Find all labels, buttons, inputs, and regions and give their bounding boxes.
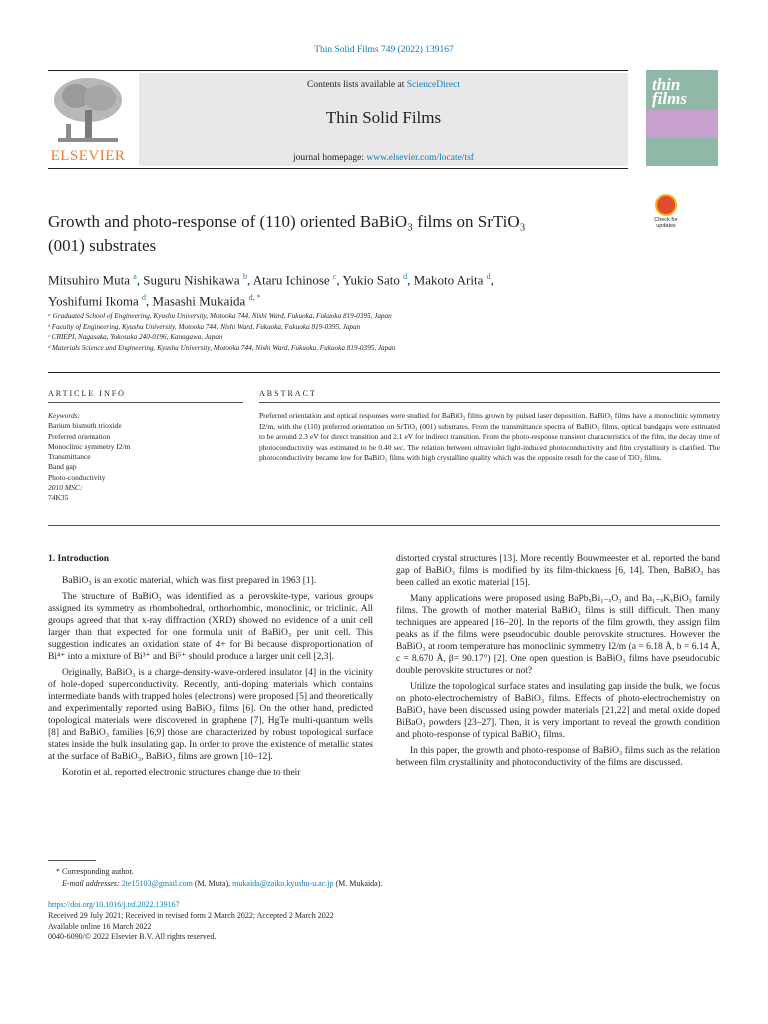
email-owner: (M. Muta), [192,878,233,888]
contents-prefix: Contents lists available at [306,80,407,90]
section-heading: 1. Introduction [48,554,110,564]
keywords-label: Keywords: [48,411,81,420]
title-line-1: Growth and photo-response of (110) oriented BaBiO₃ films on SrTiO₃ [48,212,526,231]
author-affiliation-mark[interactable]: d [486,272,491,281]
author-affiliation-mark[interactable]: a [133,272,137,281]
homepage-link[interactable]: www.elsevier.com/locate/tsf [366,153,474,163]
section-divider [48,525,720,526]
keyword: Band gap [48,462,77,472]
abstract-heading: ABSTRACT [259,389,317,398]
keyword: Monoclinic symmetry I2/m [48,441,131,451]
received-dates: Received 29 July 2021; Received in revised form 2 March 2022; Accepted 2 March 2022 [48,911,334,920]
author-affiliation-mark[interactable]: d, * [248,293,261,303]
body-paragraph: Originally, BaBiO₃ is a charge-density-wave-ordered insulator [4] in the vicinity of hole-doped superconductivity. Recently, anti-doping materials which contains intermediate bands with trapped holes (electrons) were proposed [5] and theoretically and experimentally reported using BaBiO₃ films [6]. On the other hand, predicted topological materials were discovered in graphene [7], HgTe multi-quantum wells [8] and BaBiO₃ families [6,9] those are characterized by robust topological surface states inside the bulk insulating gap. In order to prove the existence of metallic states at the surface of BaBiO₃, BaBiO₃ films are grown [10–12]. [48,667,373,763]
section-divider [48,372,720,373]
article-info-rule [48,402,243,403]
body-paragraph: The structure of BaBiO₃ was identified as a perovskite-type, various groups assigned its symmetry as rhombohedral, orthorhombic, monoclinic, or triclinic. All groups agreed that that x-ray diffraction (XRD) showed no evidence of a unit cell larger than that expected for one formula unit of BaBiO₃ per unit cell. This suggestion indicates an oxidation state of 4+ for Bi because disproportionation of Bi⁴⁺ into a mixture of Bi³⁺ and Bi⁵⁺ should produce a larger unit cell [2,3]. [48,591,373,663]
sciencedirect-link[interactable]: ScienceDirect [406,80,460,90]
affiliation-item: ᵃ Graduated School of Engineering, Kyushu University, Motooka 744, Nishi Ward, Fukuoka, Fukuoka 819-0395, Japan [48,312,392,320]
keyword: Photo-conductivity [48,472,106,482]
body-paragraph: Many applications were proposed using BaPbₓBi₁₋ₓO₃ and Ba₁₋ₓKₓBiO₃ family films. The growth of mother material BaBiO₃ films is still difficult. Then many techniques are appeared [16–20]. In the reports of the film growth, they assign film peaks as if the films were pseudocubic double perovskite structures. However the BaBiO₃ at room temperature has monoclinic symmetry I2/m (a = 6.18 Å, b = 6.14 Å, c = 8.670 Å, β= 90.17°) [2]. One open question is BaBiO₃ films have pseudocubic double perovskite structures or not? [396,593,720,677]
email-link[interactable]: mukaida@zaiko.kyushu-u.ac.jp [232,878,334,888]
header-rule-bottom [48,168,628,169]
author-affiliation-mark[interactable]: b [242,272,247,281]
body-paragraph: distorted crystal structures [13]. More recently Bouwmeester et al. reported the band gap of BaBiO₃ films is modified by its film-thickness [6, 14]. Then, BaBiO₃ has been called an exotic material [15]. [396,554,720,589]
msc-code: 74K35 [48,493,69,503]
author-name[interactable]: Ataru Ichinose [252,272,330,288]
article-title [48,210,628,258]
msc-label: 2010 MSC: [48,483,83,493]
check-for-updates-badge[interactable] [646,194,686,234]
keyword: Barium bismuth trioxide [48,421,122,431]
author-list: Mitsuhiro Muta $^a$, Suguru Nishikawa $^b$, Ataru Ichinose $^c$, Yukio Sato $^d$, Makoto Arita $^d$, Yoshifumi Ikoma $^d$, Masashi Mukaida $^{d, *}$ [48,272,494,309]
abstract-rule [259,402,720,403]
body-column-left [48,553,373,783]
footnotes [48,866,720,889]
header-rule-top [48,70,628,71]
cover-band [646,110,718,138]
keyword: Preferred orientation [48,431,111,441]
publisher-name: ELSEVIER [50,148,126,164]
email-owner: (M. Mukaida). [333,878,383,888]
available-online: Available online 16 March 2022 [48,921,152,931]
author-name[interactable]: Masashi Mukaida [152,293,246,309]
publication-history [48,911,334,943]
email-label: E-mail addresses: [62,878,122,888]
author-affiliation-mark[interactable]: c [332,272,337,281]
title-line-2: (001) substrates [48,236,157,255]
copyright: 0040-6090/© 2022 Elsevier B.V. All rights reserved. [48,932,217,942]
email-link[interactable]: 2te15103@gmail.com [121,878,193,888]
journal-title: Thin Solid Films [325,108,442,127]
homepage-line [139,153,628,163]
badge-text: Check for updates [654,217,678,229]
doi-link[interactable]: https://doi.org/10.1016/j.tsf.2022.139167 [48,900,180,909]
keyword: Transmittance [48,452,91,462]
contents-line [139,80,628,90]
abstract-text: Preferred orientation and optical responses were studied for BaBiO₃ films grown by pulsed laser deposition. BaBiO₃ films have a monoclinic symmetry I2/m, with the (110) preferred orientation on SrTiO₃ (001) substrates. From the transmittance spectra of BaBiO₃ films, optical bandgaps were estimated to be around 2.3 eV for direct transition and 2.1 eV for indirect transition. From the photo-response transient characteristics of the film, the decay time of photoconductivity was estimated to be 0.40 sec. The relation between ultraviolet light-induced photoconductivity and film crystallinity is clarified. The photoconductivity became low for BaBiO₃ films with high crystalline quality which was the opposite result for the case of TiO₂ films. [259,411,720,462]
affiliation-item: ᶜ CRIEPI, Nagasaka, Yokosuka 240-0196, Kanagawa, Japan [48,333,223,341]
affiliation-item: ᵇ Faculty of Engineering, Kyushu University, Motooka 744, Nishi Ward, Fukuoka, Fukuoka 819-0395, Japan [48,322,361,331]
author-affiliation-mark[interactable]: d [403,272,408,281]
journal-cover-image[interactable] [646,70,718,166]
bookmark-icon [655,194,677,216]
author-name[interactable]: Yukio Sato [342,272,400,288]
author-name[interactable]: Suguru Nishikawa [143,272,240,288]
body-paragraph: BaBiO₃ is an exotic material, which was first prepared in 1963 [1]. [62,576,317,587]
keywords-block [48,411,248,504]
email-line [48,878,720,890]
author-name[interactable]: Makoto Arita [413,272,484,288]
homepage-prefix: journal homepage: [293,153,367,163]
author-affiliation-mark[interactable]: d [142,293,147,303]
body-paragraph: In this paper, the growth and photo-response of BaBiO₃ films such as the relation between film crystallinity and photoconductivity of the films are discussed. [396,745,720,768]
affiliation-item: ᵈ Materials Science and Engineering, Kyushu University, Motooka 744, Nishi Ward, Fukuoka, Fukuoka 819-0395, Japan [48,343,396,352]
author-name[interactable]: Mitsuhiro Muta [48,272,130,288]
footnote-rule [48,860,96,861]
body-column-right [396,553,720,773]
author-name[interactable]: Yoshifumi Ikoma [48,293,139,309]
article-info-heading: ARTICLE INFO [48,389,126,398]
corresponding-author-note: * Corresponding author. [56,867,134,876]
body-paragraph: Utilize the topological surface states and insulating gap inside the bulk, we focus on photo-electrochemistry of BaBiO₃ films. Effects of photo-electrochemistry on BaBiO₃ have been discussed using powder materials [21,22] and metal oxide doped BiBaO₃ powders [23–27]. Then, it is very important to reveal the growth condition and photo-response of typical BaBiO₃ films. [396,681,720,741]
cover-title: thin films [652,75,687,108]
journal-reference[interactable]: Thin Solid Films 749 (2022) 139167 [314,45,454,55]
affiliations [48,311,648,353]
body-paragraph: Korotin et al. reported electronic structures change due to their [62,768,301,778]
